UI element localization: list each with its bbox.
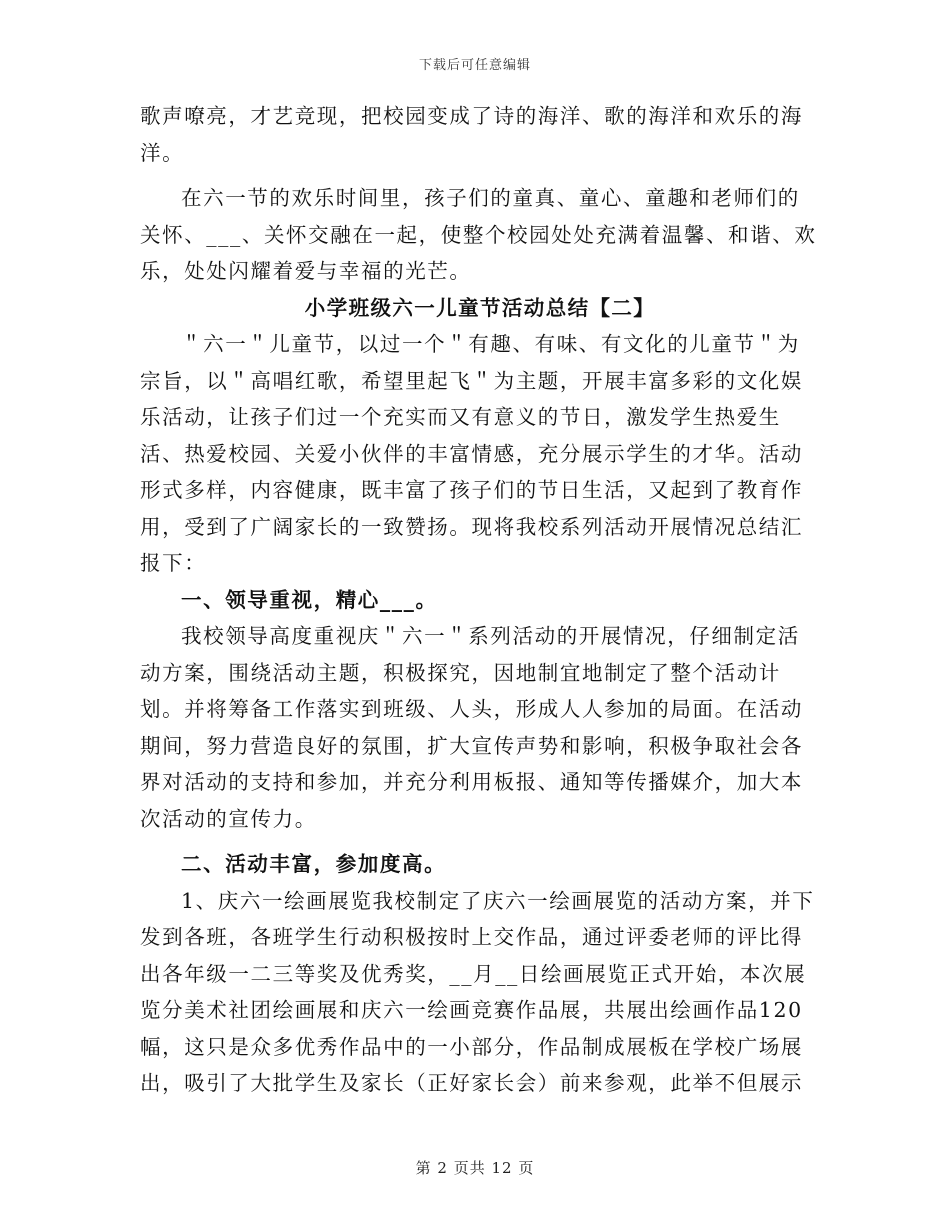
heading-activities: 二、活动丰富，参加度高。	[181, 852, 447, 876]
section-title: 小学班级六一儿童节活动总结【二】	[304, 295, 656, 320]
paragraph-painting-exhibition: 1、庆六一绘画展览我校制定了庆六一绘画展览的活动方案，并下发到各班，各班学生行动积极按时上交作品，通过评委老师的评比得出各年级一二三等奖及优秀奖，__月__日绘画展览正式开始，本次展览分美术社团绘画展和庆六一绘画竞赛作品展，共展出绘画作品120幅，这只是众多优秀作品中的一小部分，作品制成展板在学校广场展出，吸引了大批学生及家长（正好家长会）前来参观，此举不但展示	[140, 888, 815, 1095]
paragraph-intro: ＂六一＂儿童节，以过一个＂有趣、有味、有文化的儿童节＂为宗旨，以＂高唱红歌，希望里起飞＂为主题，开展丰富多彩的文化娱乐活动，让孩子们过一个充实而又有意义的节日，激发学生热爱生活、热爱校园、关爱小伙伴的丰富情感，充分展示学生的才华。活动形式多样，内容健康，既丰富了孩子们的节日生活，又起到了教育作用，受到了广阔家长的一致赞扬。现将我校系列活动开展情况总结汇报下：	[140, 332, 803, 575]
page-header: 下载后可任意编辑	[418, 58, 531, 73]
paragraph-joy: 在六一节的欢乐时间里，孩子们的童真、童心、童趣和老师们的关怀、___、关怀交融在一起，使整个校园处处充满着温馨、和谐、欢乐，处处闪耀着爱与幸福的光芒。	[140, 186, 817, 283]
page-footer: 第 2 页共 12 页	[415, 1159, 535, 1177]
paragraph-leadership: 我校领导高度重视庆＂六一＂系列活动的开展情况，仔细制定活动方案，围绕活动主题，积极探究，因地制宜地制定了整个活动计划。并将筹备工作落实到班级、人头，形成人人参加的局面。在活动期间，努力营造良好的氛围，扩大宣传声势和影响，积极争取社会各界对活动的支持和参加，并充分利用板报、通知等传播媒介，加大本次活动的宣传力。	[140, 624, 803, 831]
paragraph-continuation: 歌声嘹亮，才艺竞现，把校园变成了诗的海洋、歌的海洋和欢乐的海洋。	[140, 104, 803, 165]
heading-leadership: 一、领导重视，精心___。	[181, 587, 438, 612]
document-body	[140, 98, 820, 1102]
